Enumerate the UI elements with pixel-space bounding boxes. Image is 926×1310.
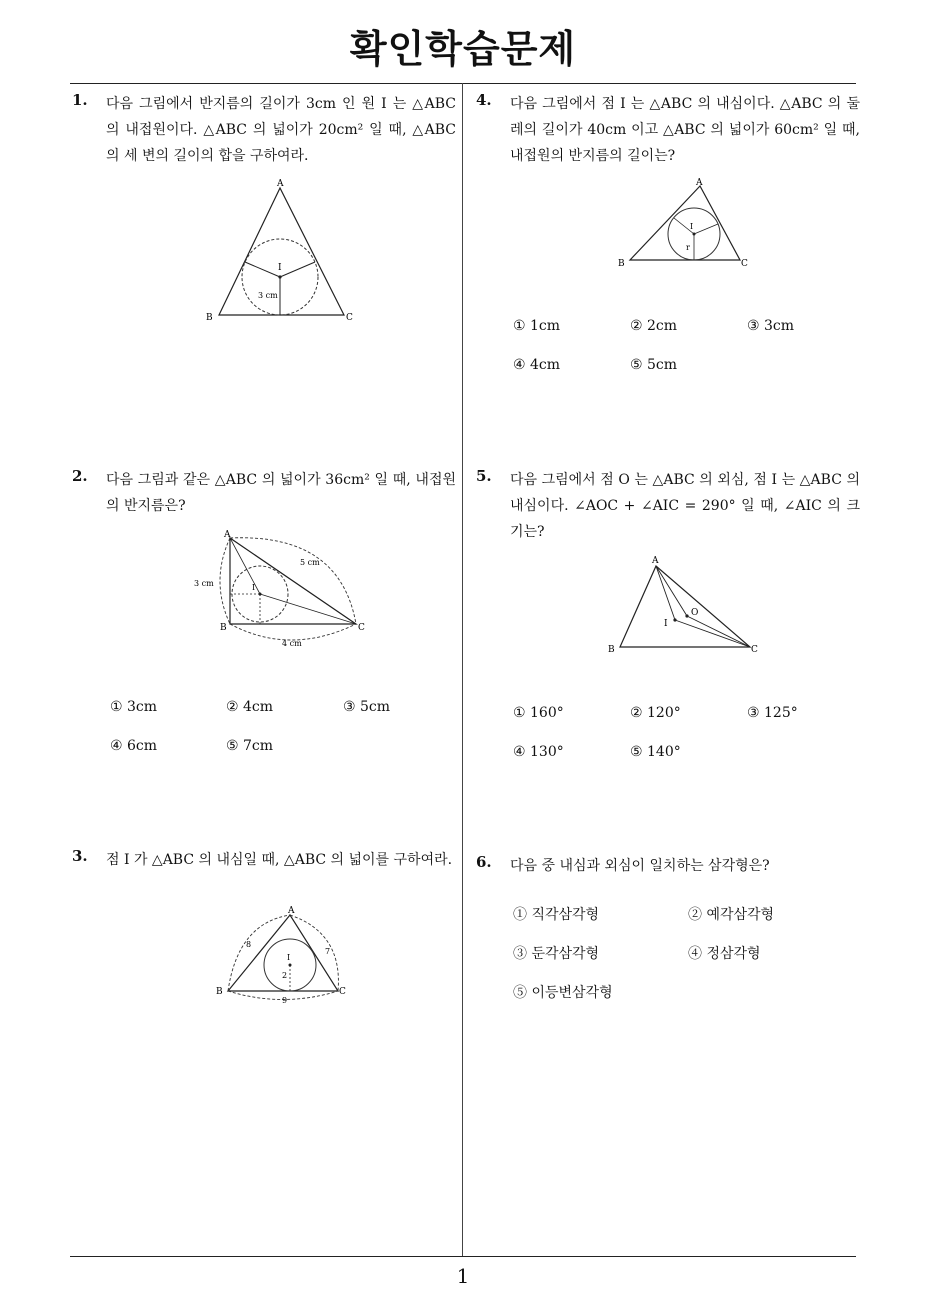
question-4 (476, 91, 860, 169)
question-text: 다음 그림에서 점 I 는 △ABC 의 내심이다. △ABC 의 둘레의 길이가 40cm 이고 △ABC 의 넓이가 60cm² 일 때, 내접원의 반지름의 길이는? (510, 96, 860, 164)
figure-circumcenter-incenter (600, 550, 770, 660)
choice-2[interactable]: ② 4cm (226, 699, 274, 715)
header-rule (70, 83, 856, 84)
figure-right-triangle (190, 528, 380, 653)
choice-5[interactable]: ⑤ 7cm (226, 738, 274, 754)
label-o: O (691, 608, 699, 618)
label-c: C (751, 645, 758, 655)
label-c: C (741, 259, 748, 269)
label-ac: 5 cm (300, 558, 320, 567)
label-a: A (224, 530, 231, 540)
label-a: A (288, 906, 295, 916)
label-i: I (278, 263, 282, 273)
choice-3[interactable]: ③ 125° (747, 705, 798, 721)
question-text: 다음 그림에서 점 O 는 △ABC 의 외심, 점 I 는 △ABC 의 내심이다. ∠AOC + ∠AIC = 290° 일 때, ∠AIC 의 크기는? (510, 472, 860, 540)
label-a: A (652, 556, 659, 566)
question-1 (72, 91, 456, 169)
label-ac: 7 (325, 947, 331, 956)
choice-4[interactable]: ④ 정삼각형 (688, 946, 761, 962)
choice-5[interactable]: ⑤ 140° (630, 744, 681, 760)
question-3 (72, 847, 456, 873)
question-5 (476, 467, 860, 545)
label-ab: 8 (246, 940, 252, 949)
question-number: 4. (476, 91, 492, 109)
question-number: 2. (72, 467, 88, 485)
choice-2[interactable]: ② 예각삼각형 (688, 907, 775, 923)
choice-4[interactable]: ④ 4cm (513, 357, 561, 373)
choice-3[interactable]: ③ 둔각삼각형 (513, 946, 600, 962)
question-number: 3. (72, 847, 88, 865)
label-ab: 3 cm (194, 579, 214, 588)
choice-1[interactable]: ① 1cm (513, 318, 561, 334)
label-a: A (696, 178, 703, 188)
question-text: 다음 그림에서 반지름의 길이가 3cm 인 원 I 는 △ABC 의 내접원이다. △ABC 의 넓이가 20cm² 일 때, △ABC 의 세 변의 길이의 합을 구하여라. (106, 96, 456, 164)
label-a: A (277, 179, 284, 189)
label-c: C (346, 313, 353, 323)
label-b: B (608, 645, 615, 655)
label-i: I (690, 222, 694, 231)
label-i: I (252, 583, 256, 592)
question-number: 5. (476, 467, 492, 485)
label-i: I (664, 619, 668, 629)
question-number: 1. (72, 91, 88, 109)
figure-incircle-triangle (200, 176, 360, 326)
choice-1[interactable]: ① 직각삼각형 (513, 907, 600, 923)
choice-1[interactable]: ① 160° (513, 705, 564, 721)
label-radius: 3 cm (258, 291, 278, 300)
label-b: B (618, 259, 625, 269)
label-bc: 9 (282, 996, 288, 1005)
label-radius: 2 (282, 971, 288, 980)
question-number: 6. (476, 853, 492, 871)
label-radius: r (686, 243, 690, 252)
question-text: 점 I 가 △ABC 의 내심일 때, △ABC 의 넓이를 구하여라. (106, 852, 453, 868)
page-title: 확인학습문제 (349, 27, 577, 71)
figure-incircle-small (612, 176, 757, 271)
label-c: C (358, 623, 365, 633)
page-number: 1 (456, 1264, 470, 1288)
column-divider (462, 83, 463, 1256)
figure-triangle-sides (208, 903, 358, 1008)
label-i: I (287, 953, 291, 962)
label-bc: 4 cm (282, 639, 302, 648)
choice-4[interactable]: ④ 6cm (110, 738, 158, 754)
choice-5[interactable]: ⑤ 이등변삼각형 (513, 985, 613, 1001)
label-c: C (339, 987, 346, 997)
question-2 (72, 467, 456, 519)
choice-1[interactable]: ① 3cm (110, 699, 158, 715)
choice-5[interactable]: ⑤ 5cm (630, 357, 678, 373)
question-text: 다음 그림과 같은 △ABC 의 넓이가 36cm² 일 때, 내접원의 반지름은? (106, 472, 456, 514)
choice-2[interactable]: ② 2cm (630, 318, 678, 334)
question-6 (476, 853, 860, 879)
choice-3[interactable]: ③ 5cm (343, 699, 391, 715)
label-b: B (206, 313, 213, 323)
choice-3[interactable]: ③ 3cm (747, 318, 795, 334)
choice-4[interactable]: ④ 130° (513, 744, 564, 760)
footer-rule (70, 1256, 856, 1257)
choice-2[interactable]: ② 120° (630, 705, 681, 721)
question-text: 다음 중 내심과 외심이 일치하는 삼각형은? (510, 858, 770, 874)
label-b: B (216, 987, 223, 997)
label-b: B (220, 623, 227, 633)
